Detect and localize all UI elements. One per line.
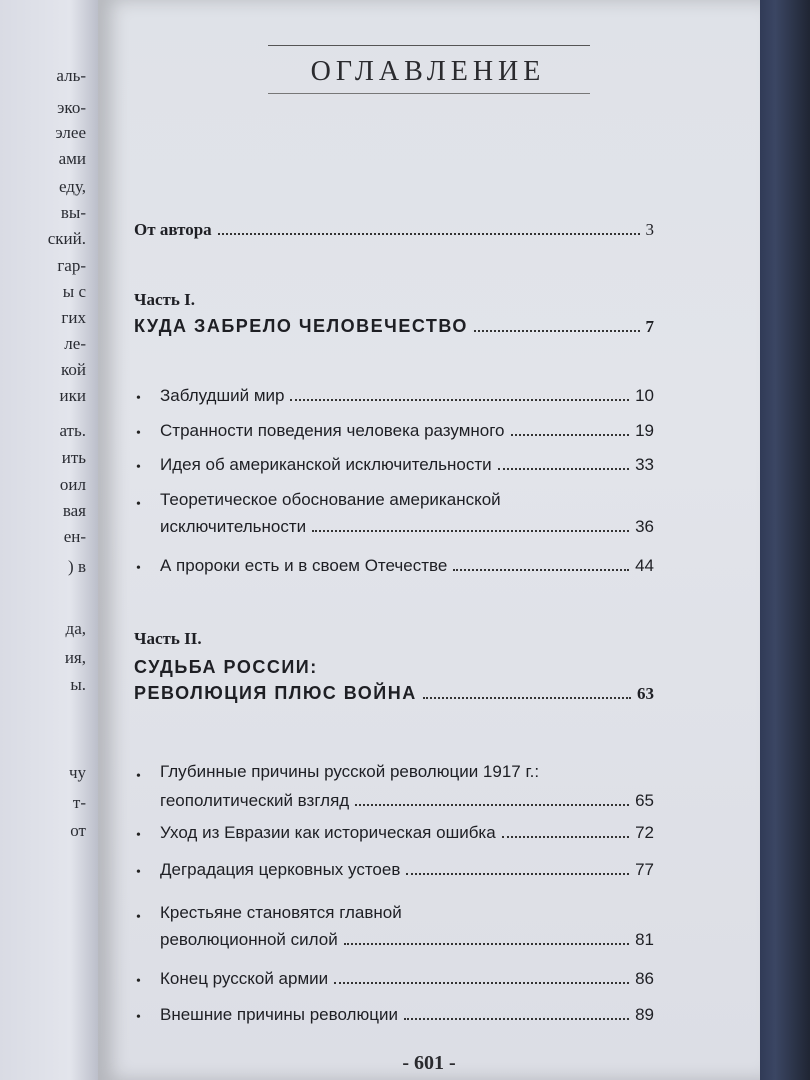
toc-item: [160, 791, 654, 811]
left-page-fragment: аль-: [56, 66, 86, 85]
left-page-fragment: ать.: [59, 421, 86, 440]
item-text: исключительности: [160, 517, 307, 536]
bullet-icon: •: [136, 460, 141, 475]
left-page-fragment: эко-: [57, 98, 86, 117]
page-title: ОГЛАВЛЕНИЕ: [310, 56, 546, 87]
bullet-icon: •: [136, 910, 141, 925]
toc-item: [160, 386, 654, 406]
item-text-line1: Теоретическое обоснование американской: [160, 490, 501, 509]
item-page: 33: [635, 455, 654, 474]
left-page-fragment: кой: [61, 360, 86, 379]
item-text-line1: Крестьяне становятся главной: [160, 903, 402, 922]
toc-entry-part-1: [134, 316, 654, 337]
left-page-fragment: вы-: [60, 203, 86, 222]
left-page-fragment: ы с: [62, 282, 86, 301]
bullet-icon: •: [136, 561, 141, 576]
item-text: геополитический взгляд: [160, 791, 350, 810]
entry-page: 7: [645, 317, 654, 336]
toc-item: [160, 455, 654, 475]
left-page-fragment: да,: [65, 619, 86, 638]
item-text: Странности поведения человека разумного: [160, 421, 505, 440]
item-page: 77: [635, 860, 654, 879]
bullet-icon: •: [136, 828, 141, 843]
left-page-fragment: вая: [62, 501, 86, 520]
item-text: Заблудший мир: [160, 386, 285, 405]
left-page-fragment: ить: [61, 448, 86, 467]
item-page: 65: [635, 791, 654, 810]
item-page: 86: [635, 969, 654, 988]
left-page-fragment: ия,: [64, 648, 86, 667]
dot-leader: [404, 1018, 629, 1020]
dot-leader: [406, 873, 629, 875]
dot-leader: [218, 233, 640, 235]
item-text: А пророки есть и в своем Отечестве: [160, 556, 448, 575]
title-rule-bottom: [268, 93, 590, 94]
page-number: - 601 -: [402, 1052, 456, 1074]
part-2-label: Часть II.: [134, 629, 202, 648]
entry-label: От автора: [134, 220, 212, 239]
dot-leader: [423, 697, 631, 699]
left-page-fragment: оил: [59, 475, 86, 494]
title-rule-top: [268, 45, 590, 46]
item-text: Деградация церковных устоев: [160, 860, 401, 879]
left-page-fragment: чу: [68, 763, 86, 782]
dot-leader: [474, 330, 640, 332]
background-dark: [752, 0, 810, 1080]
part-1-label: Часть I.: [134, 290, 195, 309]
entry-page: 3: [645, 220, 654, 239]
dot-leader: [355, 804, 629, 806]
left-page-fragment: гих: [61, 308, 86, 327]
dot-leader: [334, 982, 629, 984]
item-page: 36: [635, 517, 654, 536]
entry-page: 63: [637, 684, 654, 703]
toc-item: [160, 517, 654, 537]
item-page: 10: [635, 386, 654, 405]
left-page-fragment: ский.: [47, 229, 86, 248]
part-title: КУДА ЗАБРЕЛО ЧЕЛОВЕЧЕСТВО: [134, 316, 468, 336]
item-text: Идея об американской исключительности: [160, 455, 492, 474]
part-title: РЕВОЛЮЦИЯ ПЛЮС ВОЙНА: [134, 683, 417, 703]
item-text-line1: Глубинные причины русской революции 1917 г.:: [160, 762, 540, 781]
left-page-fragment: элее: [55, 123, 86, 142]
left-facing-page: [0, 0, 100, 1080]
left-page-fragment: ) в: [68, 557, 86, 576]
toc-entry-part-2: [134, 683, 654, 704]
bullet-icon: •: [136, 426, 141, 441]
bullet-icon: •: [136, 865, 141, 880]
toc-item: [160, 556, 654, 576]
left-page-fragment: ики: [59, 386, 86, 405]
dot-leader: [511, 434, 630, 436]
toc-item: [160, 969, 654, 989]
item-text: Конец русской армии: [160, 969, 329, 988]
bullet-icon: •: [136, 497, 141, 512]
dot-leader: [312, 530, 629, 532]
item-page: 44: [635, 556, 654, 575]
toc-item: [160, 823, 654, 843]
dot-leader: [453, 569, 629, 571]
item-page: 72: [635, 823, 654, 842]
left-page-fragment: т-: [72, 793, 86, 812]
item-text: Уход из Евразии как историческая ошибка: [160, 823, 496, 842]
toc-entry-foreword: [134, 220, 654, 240]
toc-item: [160, 421, 654, 441]
left-page-fragment: ы.: [70, 675, 86, 694]
dot-leader: [502, 836, 629, 838]
toc-item: [160, 860, 654, 880]
left-page-fragment: ле-: [64, 334, 86, 353]
toc-page: [98, 0, 760, 1080]
dot-leader: [498, 468, 629, 470]
left-page-fragment: ами: [58, 149, 86, 168]
bullet-icon: •: [136, 974, 141, 989]
bullet-icon: •: [136, 769, 141, 784]
part-2-title-line1: СУДЬБА РОССИИ:: [134, 657, 318, 677]
left-page-fragment: от: [70, 821, 86, 840]
item-page: 89: [635, 1005, 654, 1024]
bullet-icon: •: [136, 391, 141, 406]
item-page: 19: [635, 421, 654, 440]
left-page-fragment: ен-: [63, 527, 86, 546]
dot-leader: [290, 399, 629, 401]
item-text: Внешние причины революции: [160, 1005, 398, 1024]
bullet-icon: •: [136, 1010, 141, 1025]
toc-item: [160, 930, 654, 950]
left-page-fragment: еду,: [58, 177, 86, 196]
left-page-fragment: гар-: [57, 256, 86, 275]
toc-item: [160, 1005, 654, 1025]
item-text: революционной силой: [160, 930, 338, 949]
dot-leader: [344, 943, 629, 945]
item-page: 81: [635, 930, 654, 949]
